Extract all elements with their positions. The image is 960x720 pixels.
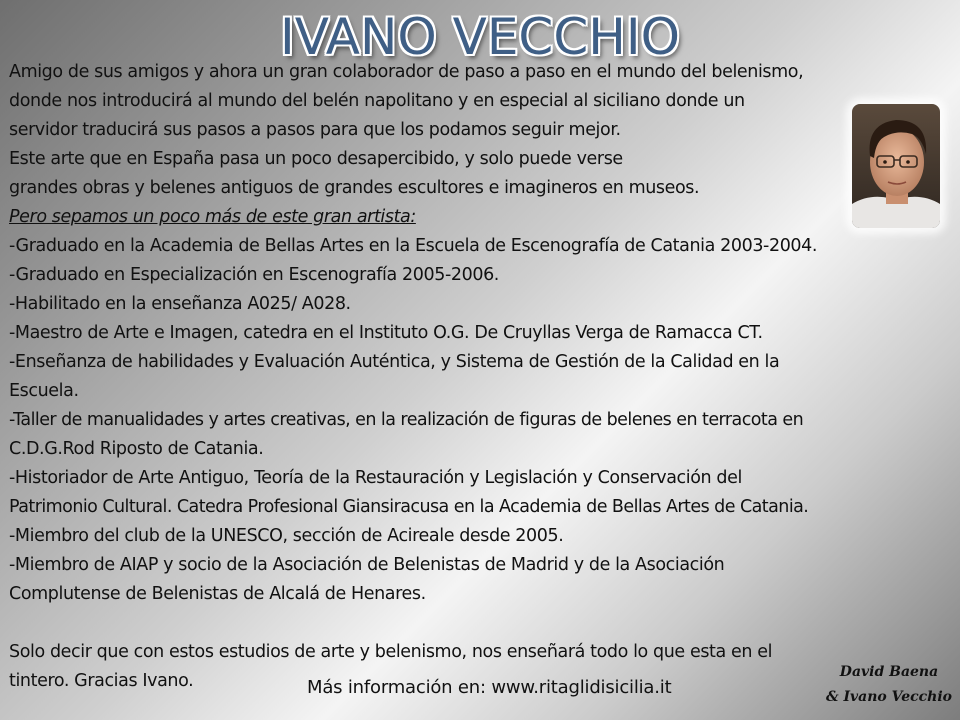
paragraph-gap (9, 609, 955, 638)
signature (822, 660, 956, 710)
credential-line: -Maestro de Arte e Imagen, catedra en el Instituto O.G. De Cruyllas Verga de Ramacca CT. (9, 323, 763, 343)
page-title: IVANO VECCHIO (280, 8, 680, 66)
credential-line: -Habilitado en la enseñanza A025/ A028. (9, 294, 351, 314)
credential-line: -Miembro del club de la UNESCO, sección de Acireale desde 2005. (9, 526, 564, 546)
credential-line: Complutense de Belenistas de Alcalá de Henares. (9, 584, 426, 604)
section-heading: Pero sepamos un poco más de este gran artista: (9, 207, 416, 227)
signature-line-2: & Ivano Vecchio (825, 689, 953, 705)
credential-line: -Graduado en la Academia de Bellas Artes en la Escuela de Escenografía de Catania 2003-2004. (9, 236, 818, 256)
credential-line: -Enseñanza de habilidades y Evaluación Auténtica, y Sistema de Gestión de la Calidad en la (9, 352, 780, 372)
intro-line: donde nos introducirá al mundo del belén napolitano y en especial al siciliano donde un (9, 91, 745, 111)
credential-line: -Historiador de Arte Antiguo, Teoría de la Restauración y Legislación y Conservación del (9, 468, 742, 488)
credential-line: -Miembro de AIAP y socio de la Asociación de Belenistas de Madrid y de la Asociación (9, 555, 725, 575)
closing-line: Solo decir que con estos estudios de arte y belenismo, nos enseñará todo lo que esta en el (9, 642, 773, 662)
credential-line: -Graduado en Especialización en Escenografía 2005-2006. (9, 265, 499, 285)
intro-line: grandes obras y belenes antiguos de grandes escultores e imagineros en museos. (9, 178, 700, 198)
credential-line: Escuela. (9, 381, 79, 401)
biography-text (9, 58, 955, 696)
closing-line: tintero. Gracias Ivano. (9, 671, 194, 691)
credential-line: Patrimonio Cultural. Catedra Profesional Giansiracusa en la Academia de Bellas Artes de Catania. (9, 497, 809, 517)
more-info-link[interactable]: Más información en: www.ritaglidisicilia.it (307, 677, 672, 698)
signature-line-1: David Baena (839, 664, 939, 680)
intro-line: Este arte que en España pasa un poco desapercibido, y solo puede verse (9, 149, 623, 169)
credential-line: -Taller de manualidades y artes creativas, en la realización de figuras de belenes en terracota en (9, 410, 804, 430)
intro-line: Amigo de sus amigos y ahora un gran colaborador de paso a paso en el mundo del belenismo, (9, 62, 804, 82)
intro-line: servidor traducirá sus pasos a pasos para que los podamos seguir mejor. (9, 120, 621, 140)
credential-line: C.D.G.Rod Riposto de Catania. (9, 439, 264, 459)
